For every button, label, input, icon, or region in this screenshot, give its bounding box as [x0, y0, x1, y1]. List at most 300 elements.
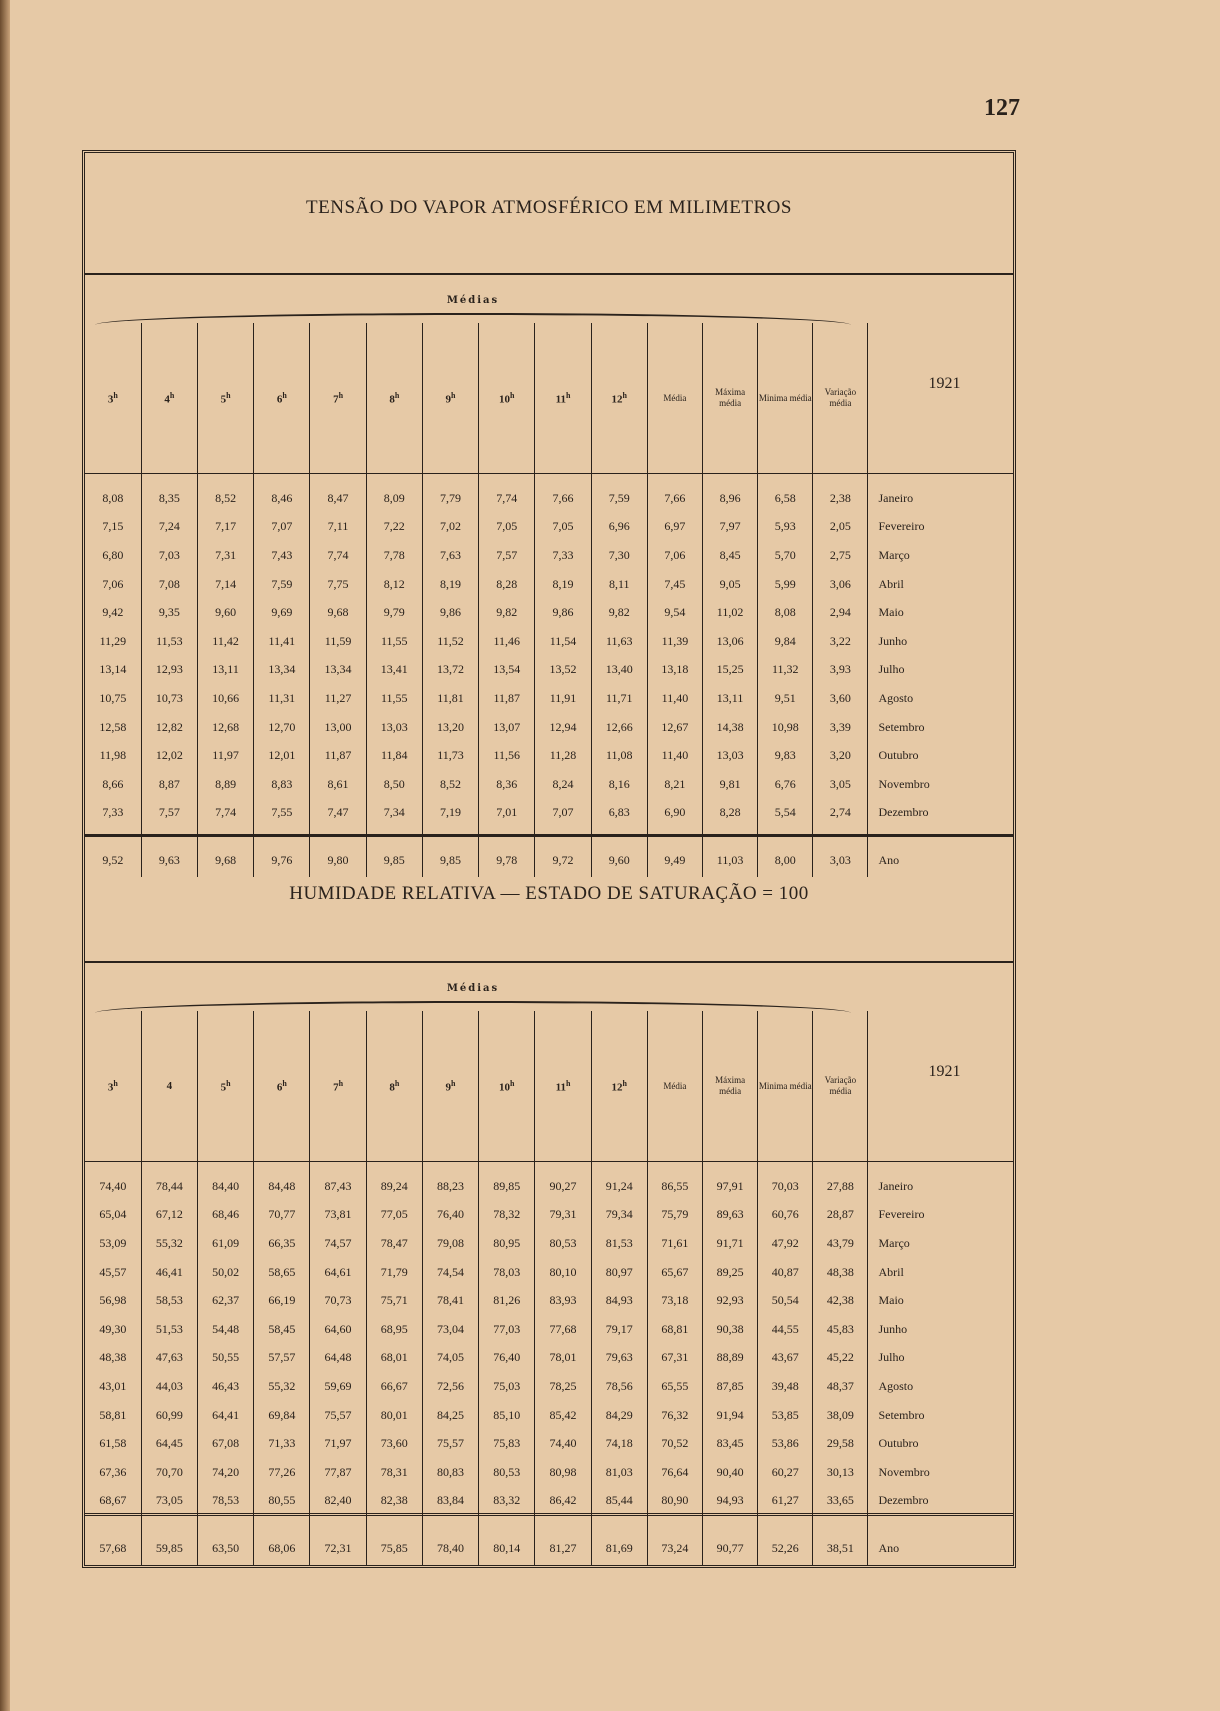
- table-cell: 7,02: [422, 513, 478, 542]
- table-cell: 7,05: [535, 513, 591, 542]
- table-cell: 68,67: [99, 1493, 127, 1508]
- table-cell: 40,87: [758, 1258, 813, 1287]
- table-cell: 59,69: [310, 1372, 366, 1401]
- table-cell: 78,47: [366, 1229, 422, 1258]
- table-cell: 13,03: [703, 741, 758, 770]
- table-cell: 83,45: [703, 1429, 758, 1458]
- table-cell: 11,46: [479, 627, 535, 656]
- table-cell: 7,22: [366, 513, 422, 542]
- table-cell: 80,83: [422, 1458, 478, 1487]
- column-header-label: 4: [164, 393, 170, 406]
- table-cell: 13,11: [703, 684, 758, 713]
- table-cell: 3,60: [813, 684, 868, 713]
- table-cell: 83,84: [422, 1487, 478, 1516]
- column-header: [422, 323, 478, 474]
- table-cell: 12,68: [197, 713, 253, 742]
- table-cell: 55,32: [141, 1229, 197, 1258]
- table-cell: 47,92: [758, 1229, 813, 1258]
- table-cell: 67,31: [647, 1344, 702, 1373]
- table-cell: 76,64: [647, 1458, 702, 1487]
- table-cell: 78,03: [479, 1258, 535, 1287]
- table-cell: 6,96: [591, 513, 647, 542]
- table-cell: 5,54: [758, 799, 813, 828]
- table-cell: 81,26: [479, 1286, 535, 1315]
- table-cell: 9,60: [591, 827, 647, 877]
- table-cell: 3,06: [813, 570, 868, 599]
- table-cell: 43,79: [813, 1229, 868, 1258]
- section-rule: [85, 273, 1013, 275]
- table-cell: 48,38: [813, 1258, 868, 1287]
- table-cell: 62,37: [197, 1286, 253, 1315]
- table-cell: 78,01: [535, 1344, 591, 1373]
- table-cell: 57,57: [254, 1344, 310, 1373]
- hour-superscript: h: [510, 390, 515, 400]
- tables-frame: [82, 150, 1016, 1568]
- table-row: [85, 1344, 1013, 1373]
- table-cell: 2,38: [813, 474, 868, 513]
- table-cell: 84,29: [591, 1401, 647, 1430]
- medias-label: Médias: [446, 983, 500, 994]
- table-cell: 9,54: [647, 598, 702, 627]
- column-header: [141, 1011, 197, 1162]
- table-cell: 7,05: [479, 513, 535, 542]
- table-cell: 8,24: [535, 770, 591, 799]
- table-cell: 11,29: [99, 633, 127, 648]
- table-cell: 9,68: [310, 598, 366, 627]
- table-cell: 33,65: [813, 1487, 868, 1516]
- hour-superscript: h: [394, 390, 400, 400]
- table-cell: 9,85: [422, 827, 478, 877]
- table-cell: 30,13: [813, 1458, 868, 1487]
- month-label: Setembro: [868, 713, 1013, 742]
- table-cell: 68,95: [366, 1315, 422, 1344]
- table-cell: 97,91: [703, 1162, 758, 1201]
- hour-superscript: h: [622, 1078, 627, 1088]
- table-cell: 45,57: [99, 1264, 127, 1279]
- table-cell: 67,36: [99, 1464, 127, 1479]
- table-cell: 78,32: [479, 1201, 535, 1230]
- table-cell: 9,82: [479, 598, 535, 627]
- table-cell: 50,54: [758, 1286, 813, 1315]
- table-cell: 6,80: [102, 547, 124, 562]
- table-cell: 7,15: [102, 519, 124, 534]
- table-cell: 74,40: [535, 1429, 591, 1458]
- table-cell: 58,53: [141, 1286, 197, 1315]
- column-header: [535, 1011, 591, 1162]
- table-cell: 71,33: [254, 1429, 310, 1458]
- table-cell: 5,93: [758, 513, 813, 542]
- table-cell: 7,66: [535, 474, 591, 513]
- table-cell: 38,09: [813, 1401, 868, 1430]
- table-cell: 11,56: [479, 741, 535, 770]
- table-row: [85, 1162, 1013, 1201]
- table-row: [85, 684, 1013, 713]
- table-cell: 8,11: [591, 570, 647, 599]
- hour-superscript: h: [338, 1078, 344, 1088]
- column-header: [591, 1011, 647, 1162]
- table-cell: 78,31: [366, 1458, 422, 1487]
- table-cell: 7,03: [141, 541, 197, 570]
- year-header: 1921: [868, 1011, 1013, 1162]
- table-cell: 42,38: [813, 1286, 868, 1315]
- column-header-label: 12: [611, 393, 623, 406]
- page-edge: [0, 0, 10, 1711]
- table-cell: 66,35: [254, 1229, 310, 1258]
- column-header-label: 11: [555, 1081, 566, 1094]
- table-cell: 11,59: [310, 627, 366, 656]
- table-row: [85, 1429, 1013, 1458]
- table-cell: 80,90: [647, 1487, 702, 1516]
- table-row: [85, 656, 1013, 685]
- table-cell: 51,53: [141, 1315, 197, 1344]
- table-cell: 7,43: [254, 541, 310, 570]
- table-cell: 50,02: [197, 1258, 253, 1287]
- table-row: [85, 770, 1013, 799]
- column-header: [535, 323, 591, 474]
- table-cell: 8,19: [535, 570, 591, 599]
- table-cell: 75,83: [479, 1429, 535, 1458]
- table-row: [85, 1258, 1013, 1287]
- table-cell: 90,77: [703, 1515, 758, 1565]
- table-cell: 8,36: [479, 770, 535, 799]
- table-cell: 69,84: [254, 1401, 310, 1430]
- table-row: [85, 570, 1013, 599]
- table-cell: 77,87: [310, 1458, 366, 1487]
- column-header: [366, 323, 422, 474]
- table-cell: 71,61: [647, 1229, 702, 1258]
- table-cell: 28,87: [813, 1201, 868, 1230]
- column-header-label: 3: [107, 1081, 114, 1094]
- hour-superscript: h: [113, 1078, 118, 1088]
- table-cell: 11,97: [197, 741, 253, 770]
- table-cell: 78,56: [591, 1372, 647, 1401]
- table-cell: 11,27: [310, 684, 366, 713]
- column-header: [366, 1011, 422, 1162]
- table-cell: 7,06: [102, 576, 124, 591]
- table-cell: 10,66: [197, 684, 253, 713]
- table-cell: 11,91: [535, 684, 591, 713]
- table-cell: 9,85: [366, 827, 422, 877]
- table-cell: 73,18: [647, 1286, 702, 1315]
- column-header-label: 8: [389, 1081, 395, 1094]
- table-cell: 75,57: [422, 1429, 478, 1458]
- table-cell: 8,96: [703, 474, 758, 513]
- table-row: [85, 627, 1013, 656]
- table-cell: 8,47: [310, 474, 366, 513]
- month-label: Setembro: [868, 1401, 1013, 1430]
- table-cell: 44,03: [141, 1372, 197, 1401]
- table-cell: 9,81: [703, 770, 758, 799]
- table-cell: 74,18: [591, 1429, 647, 1458]
- table-cell: 7,47: [310, 799, 366, 828]
- month-label: Dezembro: [868, 1487, 1013, 1516]
- month-label: Outubro: [868, 1429, 1013, 1458]
- table-cell: 84,93: [591, 1286, 647, 1315]
- table-cell: 11,41: [254, 627, 310, 656]
- table-cell: 13,07: [479, 713, 535, 742]
- table-cell: 9,82: [591, 598, 647, 627]
- column-header-label: 6: [276, 393, 283, 406]
- table-cell: 7,08: [141, 570, 197, 599]
- table-cell: 73,81: [310, 1201, 366, 1230]
- table-cell: 81,53: [591, 1229, 647, 1258]
- table-cell: 7,34: [366, 799, 422, 828]
- table-cell: 7,19: [422, 799, 478, 828]
- table-cell: 9,05: [703, 570, 758, 599]
- table-cell: 70,03: [758, 1162, 813, 1201]
- table-cell: 11,39: [647, 627, 702, 656]
- table-cell: 70,73: [310, 1286, 366, 1315]
- table-cell: 89,24: [366, 1162, 422, 1201]
- month-label: Outubro: [868, 741, 1013, 770]
- table-cell: 11,87: [479, 684, 535, 713]
- table-cell: 79,63: [591, 1344, 647, 1373]
- hour-superscript: h: [282, 390, 287, 400]
- table-cell: 8,50: [366, 770, 422, 799]
- table-cell: 8,35: [141, 474, 197, 513]
- month-label: Ano: [868, 827, 1013, 877]
- table-cell: 12,01: [254, 741, 310, 770]
- column-header: [479, 1011, 535, 1162]
- table-cell: 11,71: [591, 684, 647, 713]
- table-cell: 7,33: [102, 805, 124, 820]
- table-cell: 58,45: [254, 1315, 310, 1344]
- table-cell: 68,01: [366, 1344, 422, 1373]
- table-cell: 61,09: [197, 1229, 253, 1258]
- table-cell: 78,40: [422, 1515, 478, 1565]
- table-cell: 8,21: [647, 770, 702, 799]
- table-row: [85, 713, 1013, 742]
- table-cell: 12,66: [591, 713, 647, 742]
- table-cell: 11,08: [591, 741, 647, 770]
- table-cell: 58,81: [99, 1407, 127, 1422]
- table-cell: 7,79: [422, 474, 478, 513]
- table-cell: 13,34: [254, 656, 310, 685]
- table-cell: 48,37: [813, 1372, 868, 1401]
- table-cell: 7,30: [591, 541, 647, 570]
- table-cell: 13,40: [591, 656, 647, 685]
- table-cell: 13,03: [366, 713, 422, 742]
- table-cell: 12,93: [141, 656, 197, 685]
- table-cell: 72,56: [422, 1372, 478, 1401]
- table-cell: 7,74: [479, 474, 535, 513]
- table-cell: 8,61: [310, 770, 366, 799]
- table-cell: 11,87: [310, 741, 366, 770]
- table-cell: 58,65: [254, 1258, 310, 1287]
- table-row: [85, 1401, 1013, 1430]
- table-cell: 7,07: [535, 799, 591, 828]
- table-row: [85, 1229, 1013, 1258]
- table-cell: 74,57: [310, 1229, 366, 1258]
- table-cell: 8,87: [141, 770, 197, 799]
- table-cell: 2,05: [813, 513, 868, 542]
- table-cell: 81,69: [591, 1515, 647, 1565]
- table-cell: 7,74: [310, 541, 366, 570]
- table-cell: 8,52: [197, 474, 253, 513]
- table-cell: 9,60: [197, 598, 253, 627]
- table-cell: 75,85: [366, 1515, 422, 1565]
- month-label: Agosto: [868, 1372, 1013, 1401]
- table-cell: 7,66: [647, 474, 702, 513]
- hour-superscript: h: [113, 390, 118, 400]
- column-header: [85, 323, 141, 474]
- table-cell: 15,25: [703, 656, 758, 685]
- table-cell: 48,38: [99, 1350, 127, 1365]
- table-cell: 11,84: [366, 741, 422, 770]
- table-cell: 70,77: [254, 1201, 310, 1230]
- table-cell: 7,57: [479, 541, 535, 570]
- table-cell: 8,28: [703, 799, 758, 828]
- table-cell: 89,85: [479, 1162, 535, 1201]
- table-cell: 7,78: [366, 541, 422, 570]
- table-row: [85, 1372, 1013, 1401]
- table-cell: 11,28: [535, 741, 591, 770]
- column-header-label: 10: [499, 393, 511, 406]
- hour-superscript: h: [226, 1078, 231, 1088]
- table-cell: 60,76: [758, 1201, 813, 1230]
- table-cell: 82,38: [366, 1487, 422, 1516]
- table-cell: 68,06: [254, 1515, 310, 1565]
- table-cell: 80,98: [535, 1458, 591, 1487]
- table-cell: 45,83: [813, 1315, 868, 1344]
- table-cell: 8,08: [102, 490, 124, 505]
- table-cell: 9,86: [535, 598, 591, 627]
- table-cell: 8,09: [366, 474, 422, 513]
- table-row: [85, 1458, 1013, 1487]
- table-cell: 83,32: [479, 1487, 535, 1516]
- table-cell: 74,05: [422, 1344, 478, 1373]
- table-cell: 82,40: [310, 1487, 366, 1516]
- vapor-pressure-table: [85, 323, 1013, 877]
- table-cell: 3,22: [813, 627, 868, 656]
- table-cell: 70,52: [647, 1429, 702, 1458]
- table-row: [85, 1487, 1013, 1516]
- table-cell: 8,19: [422, 570, 478, 599]
- table-cell: 70,70: [141, 1458, 197, 1487]
- table-cell: 7,57: [141, 799, 197, 828]
- table-cell: 53,86: [758, 1429, 813, 1458]
- column-header-label: Variação média: [824, 387, 857, 408]
- table-cell: 13,14: [99, 662, 127, 677]
- table-cell: 11,52: [422, 627, 478, 656]
- table-cell: 9,49: [647, 827, 702, 877]
- table-cell: 9,69: [254, 598, 310, 627]
- table-cell: 13,34: [310, 656, 366, 685]
- table-cell: 7,11: [310, 513, 366, 542]
- table-cell: 72,31: [310, 1515, 366, 1565]
- table-cell: 11,55: [366, 627, 422, 656]
- table-cell: 88,23: [422, 1162, 478, 1201]
- table-cell: 77,68: [535, 1315, 591, 1344]
- table-cell: 89,63: [703, 1201, 758, 1230]
- column-header-label: 6: [276, 1081, 283, 1094]
- table-row: [85, 513, 1013, 542]
- table-cell: 2,75: [813, 541, 868, 570]
- table-cell: 85,10: [479, 1401, 535, 1430]
- table-cell: 94,93: [703, 1487, 758, 1516]
- table-cell: 76,40: [479, 1344, 535, 1373]
- table-cell: 79,08: [422, 1229, 478, 1258]
- table-cell: 9,78: [479, 827, 535, 877]
- table-cell: 7,55: [254, 799, 310, 828]
- hour-superscript: h: [226, 390, 231, 400]
- table-cell: 11,63: [591, 627, 647, 656]
- table-cell: 9,51: [758, 684, 813, 713]
- section-title-vapor: TENSÃO DO VAPOR ATMOSFÉRICO EM MILIMETROS: [306, 197, 792, 218]
- table-cell: 11,40: [647, 741, 702, 770]
- column-header-label: 7: [333, 1081, 339, 1094]
- table-cell: 80,97: [591, 1258, 647, 1287]
- table-row: [85, 1515, 1013, 1565]
- table-cell: 81,03: [591, 1458, 647, 1487]
- table-cell: 74,40: [99, 1178, 127, 1193]
- table-cell: 9,68: [197, 827, 253, 877]
- table-cell: 7,59: [254, 570, 310, 599]
- table-cell: 77,05: [366, 1201, 422, 1230]
- table-cell: 12,94: [535, 713, 591, 742]
- hour-superscript: h: [451, 390, 456, 400]
- table-cell: 3,20: [813, 741, 868, 770]
- table-cell: 13,11: [197, 656, 253, 685]
- table-cell: 7,74: [197, 799, 253, 828]
- table-cell: 3,05: [813, 770, 868, 799]
- table-cell: 11,02: [703, 598, 758, 627]
- table-row: [85, 598, 1013, 627]
- table-cell: 64,61: [310, 1258, 366, 1287]
- table-cell: 13,72: [422, 656, 478, 685]
- table-cell: 84,25: [422, 1401, 478, 1430]
- section-rule: [85, 961, 1013, 963]
- table-cell: 8,66: [102, 776, 124, 791]
- table-cell: 85,42: [535, 1401, 591, 1430]
- table-cell: 61,58: [99, 1436, 127, 1451]
- medias-label: Médias: [446, 295, 500, 306]
- hour-superscript: h: [394, 1078, 400, 1088]
- table-cell: 8,83: [254, 770, 310, 799]
- table-cell: 7,31: [197, 541, 253, 570]
- table-cell: 83,93: [535, 1286, 591, 1315]
- table-cell: 45,22: [813, 1344, 868, 1373]
- column-header-label: 11: [555, 393, 566, 406]
- table-cell: 6,58: [758, 474, 813, 513]
- table-cell: 88,89: [703, 1344, 758, 1373]
- table-cell: 74,54: [422, 1258, 478, 1287]
- table-cell: 67,08: [197, 1429, 253, 1458]
- month-label: Julho: [868, 1344, 1013, 1373]
- table-row: [85, 799, 1013, 828]
- table-cell: 9,83: [758, 741, 813, 770]
- table-cell: 90,27: [535, 1162, 591, 1201]
- table-cell: 91,24: [591, 1162, 647, 1201]
- table-cell: 81,27: [535, 1515, 591, 1565]
- table-cell: 52,26: [758, 1515, 813, 1565]
- table-row: [85, 741, 1013, 770]
- month-label: Junho: [868, 1315, 1013, 1344]
- table-cell: 6,90: [647, 799, 702, 828]
- column-header-label: Máxima média: [715, 387, 746, 408]
- table-cell: 11,54: [535, 627, 591, 656]
- table-cell: 47,63: [141, 1344, 197, 1373]
- table-cell: 2,94: [813, 598, 868, 627]
- table-cell: 13,20: [422, 713, 478, 742]
- column-header: [85, 1011, 141, 1162]
- table-cell: 80,55: [254, 1487, 310, 1516]
- page-number: 127: [984, 95, 1020, 121]
- table-row: [85, 541, 1013, 570]
- table-cell: 13,06: [703, 627, 758, 656]
- table-cell: 67,12: [141, 1201, 197, 1230]
- table-cell: 11,53: [141, 627, 197, 656]
